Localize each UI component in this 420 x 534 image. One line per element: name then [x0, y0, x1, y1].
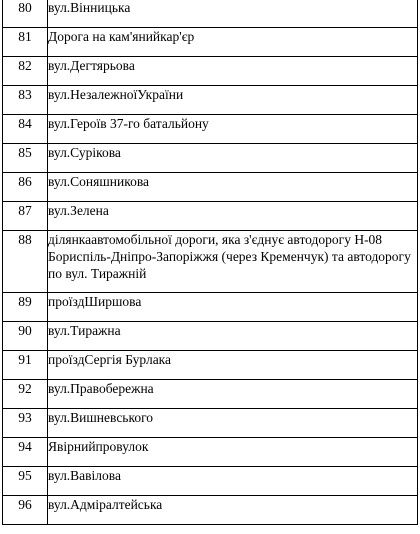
table-row — [3, 28, 418, 57]
table-row — [3, 351, 418, 380]
street-name: вул.Дегтярьова — [48, 57, 418, 86]
table-row — [3, 409, 418, 438]
street-name: проїздШиршова — [48, 293, 418, 322]
street-name: вул.Соняшникова — [48, 173, 418, 202]
street-name: вул.Вінницька — [48, 0, 418, 28]
street-name: вул.Вишневського — [48, 409, 418, 438]
street-name: вул.Зелена — [48, 202, 418, 231]
row-number: 83 — [3, 86, 48, 115]
street-name: вул.Вавілова — [48, 467, 418, 496]
row-number: 80 — [3, 0, 48, 28]
row-number: 92 — [3, 380, 48, 409]
row-number: 91 — [3, 351, 48, 380]
row-number: 94 — [3, 438, 48, 467]
row-number: 93 — [3, 409, 48, 438]
row-number: 90 — [3, 322, 48, 351]
table-row — [3, 173, 418, 202]
street-name: Явірнийпровулок — [48, 438, 418, 467]
table-row — [3, 57, 418, 86]
row-number: 84 — [3, 115, 48, 144]
table-row — [3, 293, 418, 322]
street-name: проїздСергія Бурлака — [48, 351, 418, 380]
street-name: вул.Героїв 37-го батальйону — [48, 115, 418, 144]
row-number: 81 — [3, 28, 48, 57]
table-row — [3, 202, 418, 231]
street-name: вул.НезалежноїУкраїни — [48, 86, 418, 115]
table-row — [3, 144, 418, 173]
table-row — [3, 467, 418, 496]
street-name: ділянкаавтомобільної дороги, яка з'єднує автодорогу Н-08 Бориспіль-Дніпро-Запоріжжя (через Кременчук) та автодорогу по вул. Тиражній — [48, 231, 418, 293]
row-number: 85 — [3, 144, 48, 173]
street-name: вул.Тиражна — [48, 322, 418, 351]
street-name: вул.Правобережна — [48, 380, 418, 409]
street-name: Дорога на кам'янийкар'єр — [48, 28, 418, 57]
table-row — [3, 380, 418, 409]
street-name: вул.Адміралтейська — [48, 496, 418, 525]
street-name: вул.Сурікова — [48, 144, 418, 173]
table-row — [3, 0, 418, 28]
table-row — [3, 438, 418, 467]
table-row — [3, 115, 418, 144]
streets-table — [2, 0, 418, 525]
row-number: 89 — [3, 293, 48, 322]
row-number: 96 — [3, 496, 48, 525]
table-row — [3, 86, 418, 115]
row-number: 87 — [3, 202, 48, 231]
row-number: 95 — [3, 467, 48, 496]
table-row — [3, 322, 418, 351]
row-number: 82 — [3, 57, 48, 86]
table-row — [3, 496, 418, 525]
table-row — [3, 231, 418, 293]
row-number: 86 — [3, 173, 48, 202]
row-number: 88 — [3, 231, 48, 293]
